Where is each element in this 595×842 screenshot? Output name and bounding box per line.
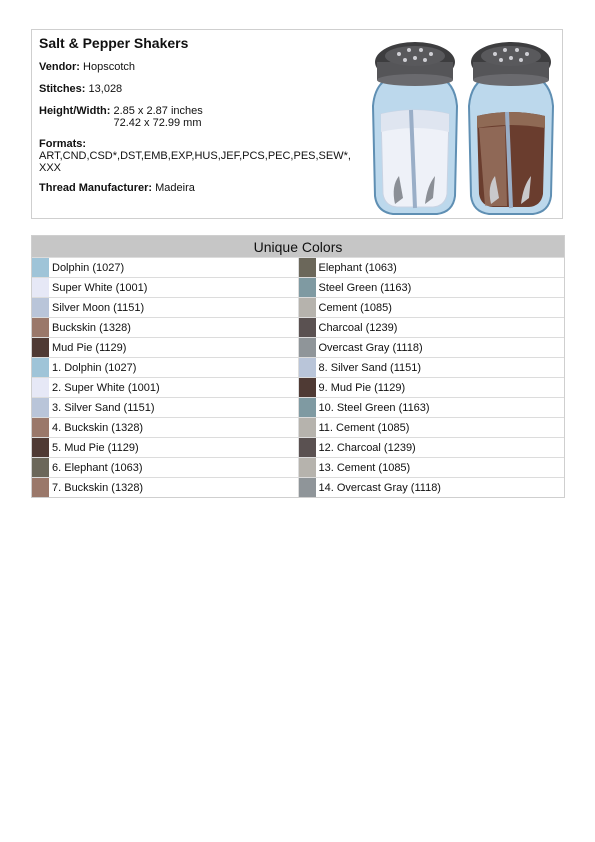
- color-label: 4. Buckskin (1328): [52, 421, 144, 434]
- color-swatch: [299, 398, 316, 417]
- color-swatch: [299, 418, 316, 437]
- color-label: Super White (1001): [52, 281, 148, 294]
- color-label: 2. Super White (1001): [52, 381, 160, 394]
- color-label: Elephant (1063): [318, 261, 397, 274]
- color-row: [32, 437, 298, 457]
- color-label: 12. Charcoal (1239): [318, 441, 416, 454]
- vendor-label: Vendor:: [39, 61, 80, 73]
- color-label: 14. Overcast Gray (1118): [318, 481, 441, 494]
- thread-label: Thread Manufacturer:: [39, 182, 153, 194]
- color-row: [299, 317, 565, 337]
- color-row: [32, 277, 298, 297]
- color-row: [299, 397, 565, 417]
- color-label: Buckskin (1328): [52, 321, 131, 334]
- vendor-value: Hopscotch: [83, 61, 135, 73]
- color-label: 3. Silver Sand (1151): [52, 401, 155, 414]
- color-swatch: [32, 438, 49, 457]
- color-row: [299, 377, 565, 397]
- color-row: [299, 437, 565, 457]
- color-label: Charcoal (1239): [318, 321, 398, 334]
- color-label: 13. Cement (1085): [318, 461, 411, 474]
- unique-colors-table: [31, 235, 565, 498]
- color-swatch: [32, 458, 49, 477]
- color-swatch: [299, 478, 316, 497]
- color-swatch: [32, 398, 49, 417]
- color-label: Steel Green (1163): [318, 281, 412, 294]
- height-width-row: [39, 105, 203, 129]
- height-width-values: [113, 105, 202, 129]
- stitches-row: [39, 83, 122, 95]
- color-swatch: [32, 338, 49, 357]
- color-row: [299, 457, 565, 477]
- vendor-row: [39, 61, 135, 73]
- color-swatch: [299, 358, 316, 377]
- color-row: [299, 357, 565, 377]
- color-label: Silver Moon (1151): [52, 301, 145, 314]
- color-row: [299, 257, 565, 277]
- color-row: [299, 337, 565, 357]
- color-row: [32, 457, 298, 477]
- color-swatch: [299, 378, 316, 397]
- color-label: Dolphin (1027): [52, 261, 125, 274]
- color-row: [32, 257, 298, 277]
- colors-grid: [32, 257, 564, 497]
- color-label: Mud Pie (1129): [52, 341, 127, 354]
- thread-value: Madeira: [155, 182, 195, 194]
- pepper-shaker-graphic: [469, 42, 553, 214]
- color-swatch: [32, 418, 49, 437]
- color-row: [299, 297, 565, 317]
- height-width-inches: 2.85 x 2.87 inches: [113, 105, 203, 117]
- formats-label: Formats:: [39, 138, 87, 150]
- design-title: Salt & Pepper Shakers: [39, 35, 189, 51]
- salt-pepper-shakers-image: [365, 36, 560, 218]
- color-row: [32, 477, 298, 497]
- unique-colors-header: Unique Colors: [32, 236, 564, 257]
- color-label: 10. Steel Green (1163): [318, 401, 430, 414]
- color-swatch: [299, 338, 316, 357]
- color-row: [32, 377, 298, 397]
- color-label: 9. Mud Pie (1129): [318, 381, 406, 394]
- colors-left-column: [32, 257, 299, 497]
- salt-shaker-graphic: [373, 42, 457, 214]
- color-swatch: [299, 318, 316, 337]
- color-swatch: [299, 298, 316, 317]
- color-label: 1. Dolphin (1027): [52, 361, 137, 374]
- height-width-label: Height/Width:: [39, 105, 111, 117]
- color-swatch: [299, 278, 316, 297]
- color-swatch: [299, 458, 316, 477]
- color-row: [299, 277, 565, 297]
- color-row: [299, 417, 565, 437]
- color-label: Cement (1085): [318, 301, 392, 314]
- color-row: [32, 297, 298, 317]
- color-swatch: [32, 358, 49, 377]
- color-swatch: [32, 478, 49, 497]
- design-info-box: [31, 29, 563, 219]
- color-label: 7. Buckskin (1328): [52, 481, 144, 494]
- color-row: [32, 397, 298, 417]
- color-row: [299, 477, 565, 497]
- color-label: 6. Elephant (1063): [52, 461, 143, 474]
- color-swatch: [32, 318, 49, 337]
- color-row: [32, 337, 298, 357]
- color-swatch: [32, 378, 49, 397]
- color-swatch: [299, 258, 316, 277]
- color-swatch: [299, 438, 316, 457]
- colors-right-column: [299, 257, 565, 497]
- stitches-value: 13,028: [88, 83, 123, 95]
- color-swatch: [32, 258, 49, 277]
- color-label: Overcast Gray (1118): [318, 341, 423, 354]
- color-label: 8. Silver Sand (1151): [318, 361, 422, 374]
- formats-value: ART,CND,CSD*,DST,EMB,EXP,HUS,JEF,PCS,PEC,PES,SEW*, XXX: [39, 150, 351, 174]
- formats-row: [39, 138, 369, 174]
- stitches-label: Stitches:: [39, 83, 86, 95]
- color-swatch: [32, 278, 49, 297]
- height-width-mm: 72.42 x 72.99 mm: [113, 117, 202, 129]
- color-label: 11. Cement (1085): [318, 421, 410, 434]
- color-row: [32, 317, 298, 337]
- color-label: 5. Mud Pie (1129): [52, 441, 139, 454]
- color-swatch: [32, 298, 49, 317]
- color-row: [32, 357, 298, 377]
- color-row: [32, 417, 298, 437]
- thread-row: [39, 182, 195, 194]
